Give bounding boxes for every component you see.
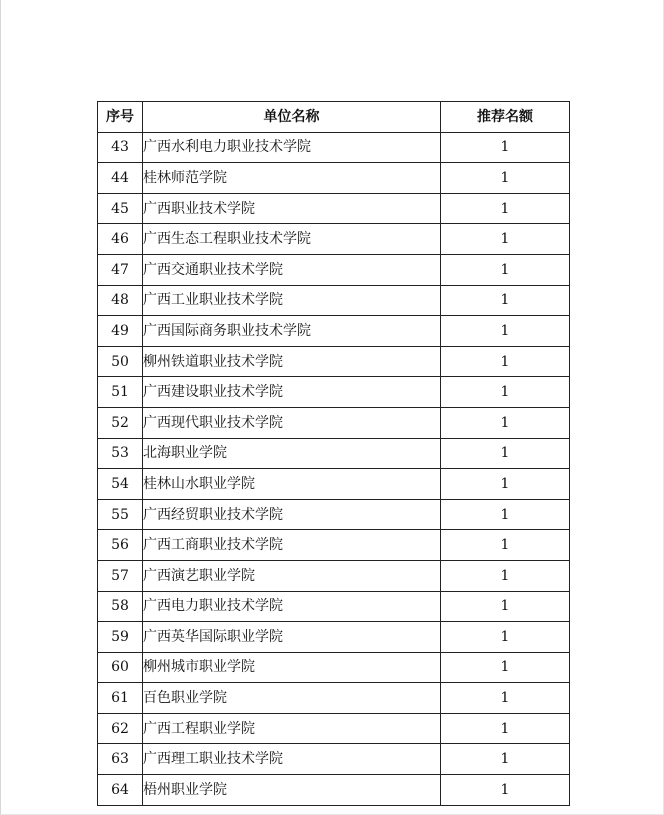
table-row xyxy=(98,346,570,377)
cell-name: 广西电力职业技术学院 xyxy=(143,591,441,622)
cell-name: 柳州铁道职业技术学院 xyxy=(143,346,441,377)
cell-no: 59 xyxy=(98,622,143,653)
table-row xyxy=(98,652,570,683)
table-row xyxy=(98,622,570,653)
cell-name: 广西水利电力职业技术学院 xyxy=(143,132,441,163)
cell-no: 51 xyxy=(98,377,143,408)
cell-count: 1 xyxy=(441,224,570,255)
table-header-row xyxy=(98,102,570,133)
cell-name: 百色职业学院 xyxy=(143,683,441,714)
cell-no: 49 xyxy=(98,316,143,347)
table-row xyxy=(98,132,570,163)
table-row xyxy=(98,377,570,408)
cell-name: 广西国际商务职业技术学院 xyxy=(143,316,441,347)
cell-no: 60 xyxy=(98,652,143,683)
table-row xyxy=(98,254,570,285)
cell-count: 1 xyxy=(441,652,570,683)
cell-no: 50 xyxy=(98,346,143,377)
cell-name: 广西建设职业技术学院 xyxy=(143,377,441,408)
table-row xyxy=(98,193,570,224)
cell-no: 58 xyxy=(98,591,143,622)
cell-no: 61 xyxy=(98,683,143,714)
table-row xyxy=(98,530,570,561)
cell-count: 1 xyxy=(441,499,570,530)
cell-no: 46 xyxy=(98,224,143,255)
header-count: 推荐名额 xyxy=(441,102,570,133)
cell-name: 广西交通职业技术学院 xyxy=(143,254,441,285)
cell-count: 1 xyxy=(441,560,570,591)
cell-name: 广西现代职业技术学院 xyxy=(143,407,441,438)
cell-name: 广西英华国际职业学院 xyxy=(143,622,441,653)
cell-name: 广西理工职业技术学院 xyxy=(143,744,441,775)
cell-name: 梧州职业学院 xyxy=(143,775,441,806)
table-row xyxy=(98,163,570,194)
table-row xyxy=(98,591,570,622)
cell-count: 1 xyxy=(441,530,570,561)
cell-name: 广西经贸职业技术学院 xyxy=(143,499,441,530)
cell-name: 广西职业技术学院 xyxy=(143,193,441,224)
cell-name: 桂林师范学院 xyxy=(143,163,441,194)
cell-count: 1 xyxy=(441,407,570,438)
cell-no: 57 xyxy=(98,560,143,591)
cell-count: 1 xyxy=(441,683,570,714)
table-row xyxy=(98,224,570,255)
cell-count: 1 xyxy=(441,254,570,285)
cell-no: 54 xyxy=(98,469,143,500)
cell-count: 1 xyxy=(441,285,570,316)
cell-count: 1 xyxy=(441,438,570,469)
cell-no: 44 xyxy=(98,163,143,194)
cell-count: 1 xyxy=(441,775,570,806)
cell-name: 广西生态工程职业技术学院 xyxy=(143,224,441,255)
cell-name: 广西演艺职业学院 xyxy=(143,560,441,591)
cell-count: 1 xyxy=(441,316,570,347)
table-row xyxy=(98,775,570,806)
recommendation-table xyxy=(97,101,570,806)
cell-no: 53 xyxy=(98,438,143,469)
cell-no: 63 xyxy=(98,744,143,775)
cell-count: 1 xyxy=(441,193,570,224)
table-row xyxy=(98,683,570,714)
cell-name: 广西工程职业学院 xyxy=(143,713,441,744)
cell-name: 广西工商职业技术学院 xyxy=(143,530,441,561)
cell-name: 桂林山水职业学院 xyxy=(143,469,441,500)
cell-no: 47 xyxy=(98,254,143,285)
page-left-edge xyxy=(0,0,1,815)
cell-count: 1 xyxy=(441,377,570,408)
cell-no: 48 xyxy=(98,285,143,316)
table-row xyxy=(98,560,570,591)
table-row xyxy=(98,438,570,469)
table-row xyxy=(98,744,570,775)
cell-count: 1 xyxy=(441,744,570,775)
table-row xyxy=(98,499,570,530)
cell-no: 43 xyxy=(98,132,143,163)
table-row xyxy=(98,469,570,500)
table-row xyxy=(98,407,570,438)
cell-name: 广西工业职业技术学院 xyxy=(143,285,441,316)
cell-no: 56 xyxy=(98,530,143,561)
cell-count: 1 xyxy=(441,132,570,163)
table-row xyxy=(98,713,570,744)
cell-name: 北海职业学院 xyxy=(143,438,441,469)
cell-no: 55 xyxy=(98,499,143,530)
cell-name: 柳州城市职业学院 xyxy=(143,652,441,683)
header-name: 单位名称 xyxy=(143,102,441,133)
cell-no: 52 xyxy=(98,407,143,438)
cell-no: 62 xyxy=(98,713,143,744)
cell-count: 1 xyxy=(441,622,570,653)
table-row xyxy=(98,316,570,347)
table-row xyxy=(98,285,570,316)
header-no: 序号 xyxy=(98,102,143,133)
cell-count: 1 xyxy=(441,163,570,194)
cell-count: 1 xyxy=(441,469,570,500)
cell-count: 1 xyxy=(441,591,570,622)
cell-no: 64 xyxy=(98,775,143,806)
cell-no: 45 xyxy=(98,193,143,224)
cell-count: 1 xyxy=(441,346,570,377)
cell-count: 1 xyxy=(441,713,570,744)
